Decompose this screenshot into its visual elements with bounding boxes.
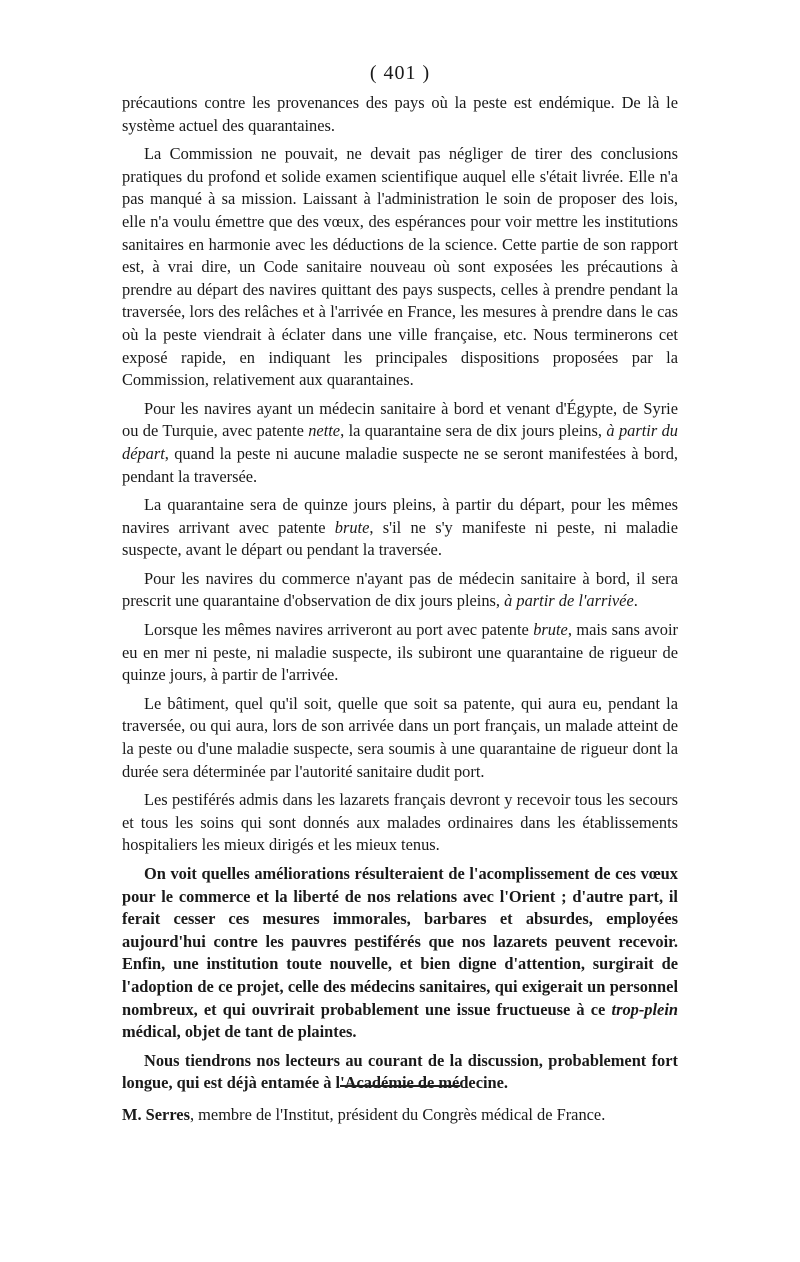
author-title: , membre de l'Institut, président du Congrès médical de France. <box>189 1105 606 1124</box>
page-number: ( 401 ) <box>369 62 431 84</box>
paragraph-p0: précautions contre les provenances des pays où la peste est endémique. De là le système actuel des quarantaines. <box>122 93 678 135</box>
paragraph-p9: Nous tiendrons nos lecteurs au courant de la discussion, probablement fort longue, qui est déjà entamée à l'Académie de médecine. <box>122 1050 678 1093</box>
paragraph-p6: Le bâtiment, quel qu'il soit, quelle que soit sa patente, qui aura eu, pendant la traversée, ou qui aura, lors de son arrivée dans un port français, un malade atteint de la peste ou d'une maladie suspecte, sera soumis à une quarantaine de rigueur dont la durée sera déterminée par l'autorité sanitaire dudit port. <box>122 693 678 781</box>
paragraph-p1: La Commission ne pouvait, ne devait pas négliger de tirer des conclusions pratiques du profond et solide examen scientifique auquel elle s'était livrée. Elle n'a pas manqué à sa mission. Laissant à l'administration le soin de proposer des lois, elle n'a voulu émettre que des vœux, des espérances pour voir mettre les institutions sanitaires en harmonie avec les déductions de la science. Cette partie de son rapport est, à vrai dire, un Code sanitaire nouveau où sont exposées les précautions à prendre au départ des navires quittant des pays suspects, celles à prendre pendant la traversée, lors des relâches et à l'arrivée en France, les mesures à prendre dans le cas où la peste viendrait à éclater dans une ville française, etc. Nous terminerons cet exposé rapide, en indiquant les principales dispositions proposées par la Commission, relativement aux quarantaines. <box>122 144 678 390</box>
paragraph-p7: Les pestiférés admis dans les lazarets français devront y recevoir tous les secours et tous les soins qui sont donnés aux malades ordinaires dans les établissements hospitaliers les mieux dirigés et les mieux tenus. <box>122 790 678 855</box>
author-name: M. Serres <box>122 1105 190 1124</box>
paragraph-p8: On voit quelles améliorations résulteraient de l'acomplissement de ces vœux pour le commerce et la liberté de nos relations avec l'Orient ; d'autre part, il ferait cesser ces mesures immorales, barbares et absurdes, employées aujourd'hui contre les pauvres pestiférés que nos lazarets peuvent recevoir. Enfin, une institution toute nouvelle, et bien digne d'attention, surgirait de l'adoption de ce projet, celle des médecins sanitaires, qui exigerait un personnel nombreux, et qui ouvrirait probablement une issue fructueuse à ce trop-plein médical, objet de tant de plaintes. <box>122 864 678 1042</box>
paragraph-p4: Pour les navires du commerce n'ayant pas de médecin sanitaire à bord, il sera prescrit une quarantaine d'observation de dix jours pleins, à partir de l'arrivée. <box>122 568 678 611</box>
paragraph-p2: Pour les navires ayant un médecin sanitaire à bord et venant d'Égypte, de Syrie ou de Turquie, avec patente nette, la quarantaine sera de dix jours pleins, à partir du départ, quand la peste ni aucune maladie suspecte ne se seront manifestées à bord, pendant la traversée. <box>122 398 678 486</box>
next-article-line <box>122 1104 692 1126</box>
section-divider <box>340 1085 460 1087</box>
article-body <box>122 92 678 1101</box>
paragraph-p3: La quarantaine sera de quinze jours pleins, à partir du départ, pour les mêmes navires arrivant avec patente brute, s'il ne s'y manifeste ni peste, ni maladie suspecte, avant le départ ou pendant la traversée. <box>122 495 679 560</box>
paragraph-p5: Lorsque les mêmes navires arriveront au port avec patente brute, mais sans avoir eu en mer ni peste, ni maladie suspecte, ils subiront une quarantaine de rigueur de quinze jours, à partir de l'arrivée. <box>122 620 678 685</box>
